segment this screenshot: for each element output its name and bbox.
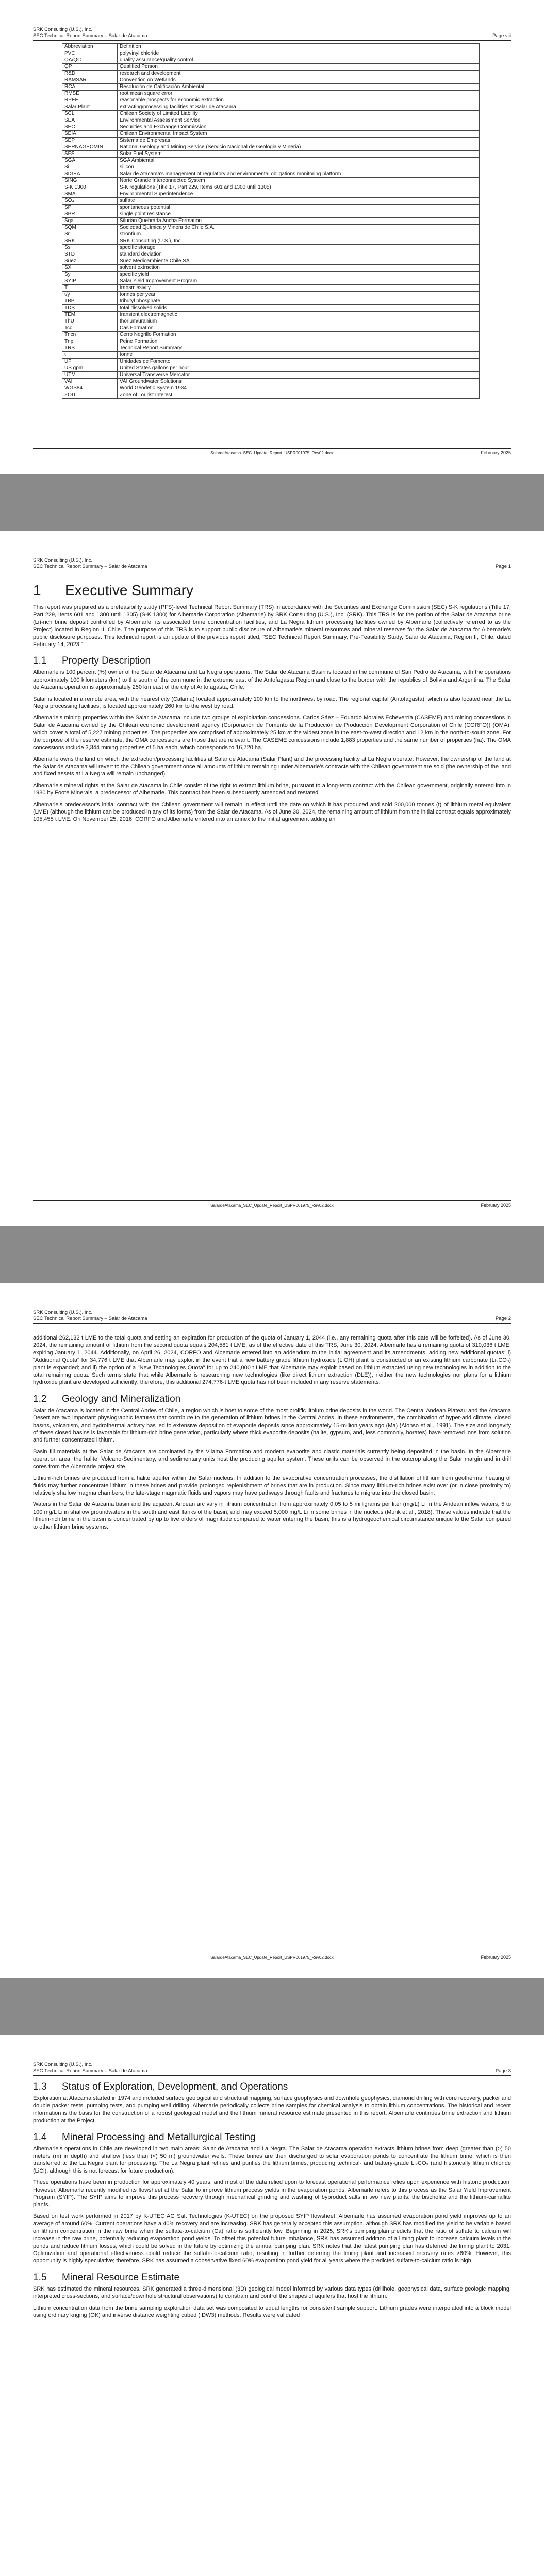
- abbreviation-term: R&D: [62, 71, 118, 77]
- abbreviation-term: SX: [62, 265, 118, 272]
- abbreviation-definition: Environmental Assessment Service: [118, 117, 480, 124]
- abbreviation-definition: Chilean Environmental Impact System: [118, 131, 480, 138]
- abbreviation-definition: National Geology and Mining Service (Servicio Nacional de Geologia y Mineria): [118, 144, 480, 151]
- abbreviation-term: QP: [62, 64, 118, 71]
- abbreviation-term: Tcc: [62, 325, 118, 332]
- body-paragraph: SRK has estimated the mineral resources. SRK generated a three-dimensional (3D) geological model informed by various data types (drillhole, geophysical data, surface geologic mapping, interpreted cross-sections, and surface/downhole structural observations) to constrain and control the shapes of aquifers that host the lithium.: [33, 2285, 511, 2300]
- abbreviation-term: Tncn: [62, 332, 118, 338]
- page-3: [0, 2035, 544, 2576]
- abbreviation-term: TRS: [62, 345, 118, 352]
- section-number: 1.3: [33, 2081, 47, 2092]
- header-report-title: SEC Technical Report Summary – Salar de Atacama: [33, 2068, 147, 2074]
- abbreviation-definition: Salar de Atacama's management of regulatory and environmental obligations monitoring platform: [118, 171, 480, 178]
- abbreviation-term: SP: [62, 205, 118, 211]
- body-paragraph: additional 262,132 t LME to the total quota and setting an expiration for production of the quota of January 1, 2044 (i.e., any remaining quota after this date will be forfeited). As of June 30, 2024, the remaining amount of lithium from the second quota equals 204,581 t LME; as of the effective date of this TRS, June 30, 2024, Albemarle has a remaining quota of 310,036 t LME, expiring January 1, 2044. Additionally, on April 26, 2024, CORFO and Albemarle entered into an addendum to the initial agreement and its amendments, adding new additional quotas: i) "Additional Quota" for 34,776 t LME that Albemarle may exploit in the event that a new battery grade lithium hydroxide (LiOH) plant is constructed or an existing lithium carbonate (Li₂CO₃) plant is expanded; and ii) the option of a "New Technologies Quota" for up to 240,000 t LME that Albemarle may exploit based on lithium extracted using new technologies in addition to the total remaining quota. Such terms state that while Albemarle is researching new technologies (like direct lithium extraction (DLE)), neither the new technologies nor plans for a lithium hydroxide plant are developed sufficiently; therefore, this additional 274,776-t LME quota has not been included in any reserve statements.: [33, 1335, 511, 1386]
- abbreviation-row: [62, 318, 480, 325]
- abbreviation-definition: Unidades de Fomento: [118, 359, 480, 365]
- page-header: [33, 557, 511, 570]
- abbreviation-term: UF: [62, 359, 118, 365]
- abbreviation-row: [62, 258, 480, 265]
- abbreviation-row: [62, 71, 480, 77]
- abbreviation-row: [62, 272, 480, 278]
- abbreviation-row: [62, 365, 480, 372]
- abbreviation-row: [62, 64, 480, 71]
- abbreviation-term: t: [62, 352, 118, 359]
- abbreviation-term: Sqa: [62, 218, 118, 225]
- abbreviation-definition: tonne: [118, 352, 480, 359]
- abbreviation-term: Salar Plant: [62, 104, 118, 111]
- abbreviation-definition: Cas Formation: [118, 325, 480, 332]
- abbreviation-term: SEP: [62, 138, 118, 144]
- section-title: Property Description: [62, 655, 151, 667]
- body-paragraph: Lithium-rich brines are produced from a halite aquifer within the Salar nucleus. In addition to the evaporative concentration processes, the distillation of lithium from geothermal heating of fluids may further concentrate lithium in these brines and provide prolonged replenishment of brines that are in production. Since many lithium-rich brines exist over (or in close proximity to) relatively shallow magma chambers, the late-stage magmatic fluids and vapors may have pathways through faults and fractures to migrate into the closed basin.: [33, 1475, 511, 1496]
- abbreviation-term: SRK: [62, 238, 118, 245]
- abbreviation-term: Suez: [62, 258, 118, 265]
- abbreviation-term: Sy: [62, 272, 118, 278]
- abbreviation-term: SING: [62, 178, 118, 184]
- abbreviation-term: SGA: [62, 158, 118, 164]
- abbreviation-definition: Zone of Tourist Interest: [118, 392, 480, 399]
- abbreviation-term: SIGEA: [62, 171, 118, 178]
- abbreviation-definition: Qualified Person: [118, 64, 480, 71]
- footer-rule: [33, 448, 511, 449]
- abbreviation-term: RPEE: [62, 97, 118, 104]
- abbreviation-definition: tonnes per year: [118, 292, 480, 298]
- header-report-title: SEC Technical Report Summary – Salar de Atacama: [33, 564, 147, 569]
- abbreviation-definition: World Geodetic System 1984: [118, 385, 480, 392]
- abbreviation-definition: Suez Medioambiente Chile SA: [118, 258, 480, 265]
- header-rule: [33, 1323, 511, 1324]
- abbreviation-definition: silicon: [118, 164, 480, 171]
- abbreviation-row: [62, 338, 480, 345]
- abbreviation-definition: Peine Formation: [118, 338, 480, 345]
- abbreviation-row: [62, 205, 480, 211]
- abbreviation-row: [62, 278, 480, 285]
- abbreviation-term: Abbreviation: [62, 44, 118, 50]
- abbreviation-definition: specific yield: [118, 272, 480, 278]
- header-company: SRK Consulting (U.S.), Inc.: [33, 557, 93, 563]
- header-report-title: SEC Technical Report Summary – Salar de Atacama: [33, 1316, 147, 1321]
- abbreviation-definition: sulfate: [118, 198, 480, 205]
- header-company: SRK Consulting (U.S.), Inc.: [33, 2062, 93, 2067]
- abbreviation-row: [62, 345, 480, 352]
- section-title: Mineral Processing and Metallurgical Testing: [62, 2131, 256, 2143]
- abbreviation-term: TDS: [62, 305, 118, 312]
- page-number: Page 1: [495, 564, 511, 569]
- abbreviation-row: [62, 285, 480, 292]
- body-paragraph: Lithium concentration data from the brine sampling exploration data set was composited to equal lengths for consistent sample support. Lithium grades were interpolated into a block model using ordinary kriging (OK) and inverse distance weighting cubed (IDW3) methods. Results were validated: [33, 2304, 511, 2318]
- body-paragraph: Salar de Atacama is located in the Central Andes of Chile, a region which is host to some of the most prolific lithium brine deposits in the world. The Central Andean Plateau and the Atacama Desert are two important physiographic features that contribute to the generation of lithium brines in the Central Andes. In these environments, the combination of hyper-arid climate, closed basins, volcanism, and hydrothermal activity has led to extensive deposition of evaporite deposits since approximately 15-million years ago (Ma) (Alonso et al., 1991). The size and longevity of these closed basins is favorable for lithium-rich brine generation, particularly where thick evaporite deposits (halite, gypsum, and, less commonly, borates) have removed ions from solution and further concentrated lithium.: [33, 1407, 511, 1444]
- abbreviation-definition: Securities and Exchange Commission: [118, 124, 480, 131]
- page-body: [33, 582, 511, 827]
- page-body: [33, 43, 511, 399]
- chapter-number: 1: [33, 582, 41, 598]
- abbreviation-row: [62, 184, 480, 191]
- chapter-heading: [33, 582, 511, 599]
- abbreviation-row: [62, 305, 480, 312]
- body-paragraph: Albemarle's mining properties within the Salar de Atacama include two groups of exploitation concessions. Carlos Sáez – Eduardo Morales Echeverría (CASEME) and mining concessions in Salar de Atacama owned by the Chilean economic development agency (Corporación de Fomento de la Producción de Producción Development Corporation of Chile (CORFO)) (OMA), which cover a total of 5,227 mining properties. The properties are comprised of approximately 25 km at the widest zone in the east-to-west direction and 12 km in the north-to-south zone. For the purpose of the reserve estimate, the OMA concessions are those that are relevant. The CASEME concessions include 1,883 properties and the same number of properties (ha). The OMA concessions include 3,344 mining properties of 5 ha each, which corresponds to 16,720 ha.: [33, 715, 511, 751]
- section-title: Mineral Resource Estimate: [62, 2272, 180, 2283]
- body-paragraph: These operations have been in production for approximately 40 years, and most of the data relied upon to forecast operational performance relies upon experience with historic production. However, Albemarle recently modified its flowsheet at the Salar to improve lithium process yields in the evaporation ponds. Albemarle refers to this process as the Salar Yield Improvement Program (SYIP). The SYIP aims to improve this process recovery through mechanical grinding and washing of byproduct salts in two new plants: the bischofite and the lithium-carnallite plants.: [33, 2179, 511, 2208]
- abbreviation-row: [62, 238, 480, 245]
- abbreviation-definition: strontium: [118, 231, 480, 238]
- abbreviation-row: [62, 385, 480, 392]
- section-heading: [33, 2272, 511, 2283]
- footer-rule: [33, 1200, 511, 1201]
- abbreviation-definition: extracting/processing facilities at Salar de Atacama: [118, 104, 480, 111]
- abbreviation-row: [62, 84, 480, 91]
- body-paragraph: Based on test work performed in 2017 by K-UTEC AG Salt Technologies (K-UTEC) on the proposed SYIP flowsheet, Albemarle has assumed evaporation pond yield improves up to an average of around 60%. Current operations have a 40% recovery and are increasing. SRK has generally accepted this assumption, although SRK has modified the yield to be variable based on lithium concentration in the raw brine when the sulfate-to-calcium (Ca) ratio is sufficiently low. Beginning in 2025, SRK's pumping plan predicts that the ratio of sulfate to calcium will increase in the raw brine, potentially reducing evaporation pond yields. To offset this potential future imbalance, SRK has assumed addition of a liming plant to increase calcium levels in the ponds and reduce lithium losses, which could be solved in the future by optimizing the annual pumping plan. SRK notes that the latest pumping plan has deferred the liming plant to 2031. Optimization and operational effectiveness could reduce the sulfate-to-calcium ratio, resulting in further deferring the liming plant and increased recovery rates >60%. However, this opportunity is highly speculative; therefore, SRK has assumed a conservative fixed 60% evaporation pond yield for all years where the predicted sulfate-to-calcium ratio is high.: [33, 2213, 511, 2264]
- abbreviation-definition: root mean square error: [118, 91, 480, 97]
- page-number: Page 2: [495, 1316, 511, 1321]
- abbreviation-term: UTM: [62, 372, 118, 379]
- body-paragraph: Albemarle owns the land on which the extraction/processing facilities at Salar de Atacama (Salar Plant) and the processing facility at La Negra operate. However, the ownership of the land at the Salar de Atacama will revert to the Chilean government once all amounts of lithium remaining under Albemarle's contracts with the Chilean government are sold (the ownership of the land and fixed assets at La Negra will remain unchanged).: [33, 756, 511, 777]
- abbreviation-definition: research and development: [118, 71, 480, 77]
- abbreviation-term: SO₄: [62, 198, 118, 205]
- abbreviation-row: [62, 198, 480, 205]
- abbreviation-term: S-K 1300: [62, 184, 118, 191]
- page-viii: [0, 0, 544, 474]
- section-heading: [33, 1394, 511, 1405]
- section-title: Status of Exploration, Development, and Operations: [62, 2081, 288, 2092]
- abbreviation-row: [62, 171, 480, 178]
- abbreviation-definition: SGA Ambiental: [118, 158, 480, 164]
- abbreviation-term: TEM: [62, 312, 118, 318]
- abbreviation-definition: single point resistance: [118, 211, 480, 218]
- abbreviation-term: SCL: [62, 111, 118, 117]
- body-paragraph: Albemarle is 100 percent (%) owner of the Salar de Atacama and La Negra operations. The Salar de Atacama Basin is located in the commune of San Pedro de Atacama, with the operations approximately 100 kilometers (km) to the south of the commune in the extreme east of the Antofagasta Region and close to the border with the republics of Bolivia and Argentina. The Salar de Atacama operation is approximately 250 km east of the city of Antofagasta, Chile.: [33, 669, 511, 691]
- body-paragraph: Basin fill materials at the Salar de Atacama are dominated by the Vilama Formation and modern evaporite and clastic materials currently being deposited in the basin. In the Albemarle operation area, the halite, Volcano-Sedimentary, and sedimentary units host the producing aquifer system. These units can be observed in the outcrop along the Salar margin and in drill cores from the Albemarle project site.: [33, 1448, 511, 1470]
- abbreviation-row: [62, 231, 480, 238]
- abbreviation-row: [62, 325, 480, 332]
- abbreviation-row: [62, 379, 480, 385]
- footer-date: February 2025: [481, 1202, 511, 1208]
- abbreviation-term: WGS84: [62, 385, 118, 392]
- page-1: [0, 531, 544, 1226]
- page-header: [33, 2062, 511, 2074]
- abbreviation-definition: standard deviation: [118, 251, 480, 258]
- abbreviation-row: [62, 117, 480, 124]
- abbreviation-term: US gpm: [62, 365, 118, 372]
- header-rule: [33, 2075, 511, 2076]
- abbreviation-term: SEIA: [62, 131, 118, 138]
- body-paragraph: Albemarle's predecessor's initial contract with the Chilean government will remain in effect until the date on which it has produced and sold 200,000 tonnes (t) of lithium metal equivalent (LME) (although the lithium can be produced in any of its forms) from the Salar de Atacama. As of June 30, 2024, the remaining amount of lithium from the initial contract equals approximately 105,455 t LME. On November 25, 2016, CORFO and Albemarle entered into an annex to the initial agreement adding an: [33, 801, 511, 823]
- abbreviation-definition: Sistema de Empresas: [118, 138, 480, 144]
- abbreviation-definition: specific storage: [118, 245, 480, 251]
- abbreviation-term: SEC: [62, 124, 118, 131]
- abbreviation-term: SERNAGEOMIN: [62, 144, 118, 151]
- body-paragraph: Waters in the Salar de Atacama basin and the adjacent Andean arc vary in lithium concentration from approximately 0.05 to 5 milligrams per liter (mg/L) Li in the Andean inflow waters, 5 to 100 mg/L Li in shallow groundwaters in the south and east flanks of the basin, and may exceed 5,000 mg/L Li in some brines in the nucleus (Munk et al., 2018). These values indicate that the lithium-rich brine in the basin is concentrated by up to five orders of magnitude compared to water entering the basin; this is a hydrogeochemical circumstance unique to the Salar compared to other lithium brine systems.: [33, 1501, 511, 1530]
- abbreviation-term: RAMSAR: [62, 77, 118, 84]
- chapter-title: Executive Summary: [65, 582, 193, 598]
- abbreviation-definition: Universal Transverse Mercator: [118, 372, 480, 379]
- page-number: Page 3: [495, 2068, 511, 2074]
- abbreviation-term: QA/QC: [62, 57, 118, 64]
- abbreviation-row: [62, 44, 480, 50]
- abbreviation-term: T: [62, 285, 118, 292]
- header-rule: [33, 40, 511, 41]
- page-number: Page viii: [492, 33, 511, 39]
- body-paragraph: Albemarle's operations in Chile are developed in two main areas: Salar de Atacama and La Negra. The Salar de Atacama operation extracts lithium brines from deep (greater than (>) 50 meters (m) in depth) and shallow (less than (<) 50 m) groundwater wells. These brines are then discharged to solar evaporation ponds to concentrate the lithium brine, which is then transferred to the La Negra plant for processing. The La Negra plant refines and purifies the lithium brines, producing technical- and battery-grade Li₂CO₃ (and historically lithium chloride (LiCl), although this is not forecast for future production).: [33, 2145, 511, 2174]
- footer-filename: SalardeAtacama_SEC_Update_Report_USPR001975_Rev02.docx: [210, 1955, 334, 1960]
- abbreviation-row: [62, 312, 480, 318]
- section-heading: [33, 655, 511, 667]
- abbreviation-row: [62, 164, 480, 171]
- abbreviation-row: [62, 131, 480, 138]
- abbreviation-row: [62, 359, 480, 365]
- abbreviation-row: [62, 104, 480, 111]
- page-header: [33, 27, 511, 39]
- abbreviation-definition: transmissivity: [118, 285, 480, 292]
- footer-filename: SalardeAtacama_SEC_Update_Report_USPR001975_Rev02.docx: [210, 1203, 334, 1208]
- abbreviation-row: [62, 57, 480, 64]
- abbreviation-term: ZOIT: [62, 392, 118, 399]
- abbreviation-definition: Environmental Superintendence: [118, 191, 480, 198]
- abbreviation-definition: solvent extraction: [118, 265, 480, 272]
- abbreviation-definition: transient electromagnetic: [118, 312, 480, 318]
- abbreviation-term: SPR: [62, 211, 118, 218]
- section-number: 1.5: [33, 2272, 47, 2283]
- abbreviation-row: [62, 225, 480, 231]
- body-paragraph: Salar is located in a remote area, with the nearest city (Calama) located approximately 100 km to the northwest by road. The regional capital (Antofagasta), which is also located near the La Negra processing facilities, is located approximately 260 km to the west by road.: [33, 696, 511, 710]
- abbreviation-term: t/y: [62, 292, 118, 298]
- abbreviation-term: Ss: [62, 245, 118, 251]
- abbreviation-term: PVC: [62, 50, 118, 57]
- abbreviation-definition: Cerro Negrillo Formation: [118, 332, 480, 338]
- abbreviation-row: [62, 91, 480, 97]
- abbreviation-term: SQM: [62, 225, 118, 231]
- abbreviation-row: [62, 392, 480, 399]
- abbreviation-definition: reasonable prospects for economic extraction: [118, 97, 480, 104]
- abbreviation-term: RCA: [62, 84, 118, 91]
- abbreviation-definition: Resolución de Calificación Ambiental: [118, 84, 480, 91]
- abbreviation-row: [62, 111, 480, 117]
- abbreviation-definition: polyvinyl chloride: [118, 50, 480, 57]
- section-heading: [33, 2081, 511, 2093]
- intro-paragraph: This report was prepared as a prefeasibility study (PFS)-level Technical Report Summary (TRS) in accordance with the Securities and Exchange Commission (SEC) S-K regulations (Title 17, Part 229, Items 601 and 1300 until 1305) (S-K 1300) for Albemarle Corporation (Albemarle) by SRK Consulting (U.S.), Inc. (SRK). This TRS is for the portion of the Salar de Atacama brine (Li)-rich brine deposit controlled by Albemarle, its associated brine concentration facilities, and La Negra lithium processing facilities owned by Albemarle (collectively referred to as the Project) located in Region II, Chile. The purpose of this TRS is to support public disclosure of Albemarle's mineral resources and mineral reserves for the Salar de Atacama for Albemarle's public disclosure purposes. This technical report is an update of the previous report titled, "SEC Technical Report Summary, Pre-Feasibility Study, Salar de Atacama, Region II, Chile, dated February 14, 2023.": [33, 604, 511, 648]
- abbreviation-term: SMA: [62, 191, 118, 198]
- abbreviation-row: [62, 292, 480, 298]
- abbreviation-definition: SRK Consulting (U.S.), Inc.: [118, 238, 480, 245]
- abbreviation-definition: Definition: [118, 44, 480, 50]
- abbreviation-term: STD: [62, 251, 118, 258]
- abbreviation-definition: Chilean Society of Limited Liability: [118, 111, 480, 117]
- abbreviation-row: [62, 298, 480, 305]
- abbreviation-term: SEA: [62, 117, 118, 124]
- abbreviation-term: SFS: [62, 151, 118, 158]
- footer-filename: SalardeAtacama_SEC_Update_Report_USPR001975_Rev02.docx: [210, 451, 334, 455]
- abbreviation-term: Sr: [62, 231, 118, 238]
- abbreviation-definition: Solar Fuel System: [118, 151, 480, 158]
- section-number: 1.2: [33, 1393, 47, 1404]
- header-report-title: SEC Technical Report Summary – Salar de Atacama: [33, 33, 147, 39]
- abbreviation-row: [62, 245, 480, 251]
- abbreviation-row: [62, 251, 480, 258]
- page-2: [0, 1283, 544, 1978]
- section-title: Geology and Mineralization: [62, 1393, 181, 1404]
- abbreviation-row: [62, 352, 480, 359]
- abbreviation-row: [62, 332, 480, 338]
- abbreviation-row: [62, 144, 480, 151]
- abbreviation-row: [62, 372, 480, 379]
- abbreviation-term: Si: [62, 164, 118, 171]
- abbreviation-term: SYIP: [62, 278, 118, 285]
- abbreviation-definition: total dissolved solids: [118, 305, 480, 312]
- abbreviation-definition: quality assurance/quality control: [118, 57, 480, 64]
- abbreviation-definition: Silurian Quebrada Ancha Formation: [118, 218, 480, 225]
- abbreviation-term: Tnp: [62, 338, 118, 345]
- abbreviation-definition: S-K regulations (Title 17, Part 229, Items 601 and 1300 until 1305): [118, 184, 480, 191]
- abbreviation-row: [62, 158, 480, 164]
- section-heading: [33, 2132, 511, 2143]
- abbreviation-definition: spontaneous potential: [118, 205, 480, 211]
- abbreviation-term: VAI: [62, 379, 118, 385]
- abbreviation-definition: thorium/uranium: [118, 318, 480, 325]
- footer-date: February 2025: [481, 1955, 511, 1960]
- section-number: 1.4: [33, 2131, 47, 2143]
- abbreviation-row: [62, 211, 480, 218]
- abbreviation-definition: Salar Yield Improvement Program: [118, 278, 480, 285]
- abbreviation-row: [62, 97, 480, 104]
- abbreviation-definition: VAI Groundwater Solutions: [118, 379, 480, 385]
- page-body: [33, 2081, 511, 2323]
- abbreviation-term: RMSE: [62, 91, 118, 97]
- abbreviation-row: [62, 138, 480, 144]
- abbreviation-definition: United States gallons per hour: [118, 365, 480, 372]
- abbreviation-definition: Convention on Wetlands: [118, 77, 480, 84]
- header-company: SRK Consulting (U.S.), Inc.: [33, 1310, 93, 1315]
- abbreviation-definition: Technical Report Summary: [118, 345, 480, 352]
- footer-date: February 2025: [481, 450, 511, 455]
- abbreviation-row: [62, 50, 480, 57]
- abbreviation-definition: Norte Grande Interconnected System: [118, 178, 480, 184]
- body-paragraph: Albemarle's mineral rights at the Salar de Atacama in Chile consist of the right to extract lithium brine, pursuant to a long-term contract with the Chilean government, originally entered into in 1980 by Foote Minerals, a predecessor of Albemarle. This contract has been subsequently amended and restated.: [33, 782, 511, 796]
- abbreviation-term: ThU: [62, 318, 118, 325]
- abbreviation-table: [62, 43, 480, 399]
- abbreviation-row: [62, 124, 480, 131]
- page-body: [33, 1334, 511, 1535]
- body-paragraph: Exploration at Atacama started in 1974 and included surface geological and structural mapping, surface geophysics and downhole geophysics, diamond drilling with core recovery, packer and double packer tests, pumping tests, and pumping well drilling. Albemarle periodically collects brine samples for chemical analysis to obtain lithium concentrations. The historical and recent information is the basis for the construction of a robust geological model and the lithium mineral resource estimate presented in this report. Albemarle continues brine extraction and lithium production at the Project.: [33, 2095, 511, 2124]
- section-number: 1.1: [33, 655, 47, 667]
- abbreviation-definition: Sociedad Química y Minera de Chile S.A.: [118, 225, 480, 231]
- abbreviation-row: [62, 77, 480, 84]
- abbreviation-definition: tributyl phosphate: [118, 298, 480, 305]
- header-company: SRK Consulting (U.S.), Inc.: [33, 27, 93, 32]
- abbreviation-row: [62, 191, 480, 198]
- page-header: [33, 1310, 511, 1322]
- abbreviation-row: [62, 178, 480, 184]
- abbreviation-row: [62, 265, 480, 272]
- abbreviation-term: TBP: [62, 298, 118, 305]
- abbreviation-row: [62, 218, 480, 225]
- abbreviation-row: [62, 151, 480, 158]
